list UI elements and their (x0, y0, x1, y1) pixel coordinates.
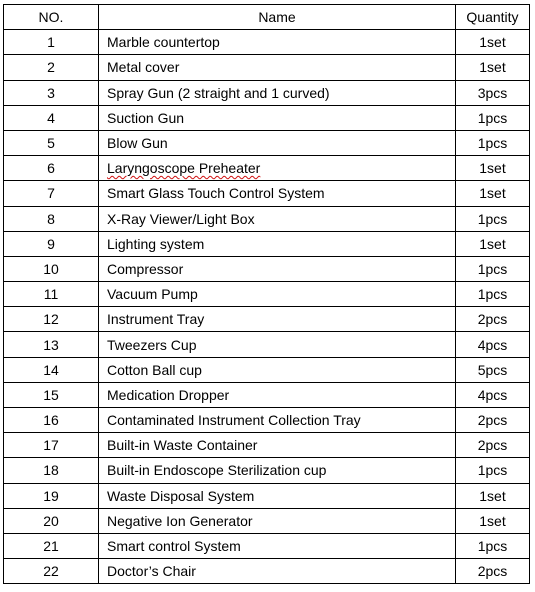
cell-name (99, 206, 456, 231)
table-row (4, 357, 530, 382)
cell-name (99, 80, 456, 105)
cell-no: 14 (4, 357, 99, 382)
table-row (4, 433, 530, 458)
table-row (4, 483, 530, 508)
cell-name-text: Suction Gun (107, 109, 185, 126)
table-row (4, 206, 530, 231)
cell-name-text: Built-in Waste Container (107, 437, 258, 454)
cell-quantity: 1set (456, 508, 530, 533)
cell-name-text: Marble countertop (107, 34, 220, 51)
header-quantity: Quantity (456, 5, 530, 30)
cell-no: 3 (4, 80, 99, 105)
cell-name (99, 130, 456, 155)
cell-no: 19 (4, 483, 99, 508)
cell-name (99, 181, 456, 206)
cell-no: 18 (4, 458, 99, 483)
cell-quantity: 1pcs (456, 256, 530, 281)
cell-name (99, 332, 456, 357)
cell-quantity: 1set (456, 181, 530, 206)
table-row (4, 30, 530, 55)
cell-name-text: Blow Gun (107, 135, 168, 152)
cell-quantity: 1pcs (456, 458, 530, 483)
cell-no: 22 (4, 559, 99, 584)
cell-quantity: 1set (456, 231, 530, 256)
cell-name (99, 533, 456, 558)
cell-name-text: Doctor’s Chair (107, 563, 196, 580)
table-row (4, 458, 530, 483)
cell-quantity: 1set (456, 156, 530, 181)
cell-no: 7 (4, 181, 99, 206)
cell-no: 17 (4, 433, 99, 458)
cell-quantity: 5pcs (456, 357, 530, 382)
header-no: NO. (4, 5, 99, 30)
cell-quantity: 1pcs (456, 282, 530, 307)
cell-no: 21 (4, 533, 99, 558)
table-body (4, 30, 530, 584)
cell-name (99, 105, 456, 130)
cell-name-text: Instrument Tray (107, 311, 205, 328)
cell-name-text: Tweezers Cup (107, 336, 197, 353)
cell-name-text: Laryngoscope Preheater (107, 160, 261, 177)
table-row (4, 307, 530, 332)
cell-name-text: Compressor (107, 260, 184, 277)
cell-name-text: Cotton Ball cup (107, 361, 202, 378)
cell-quantity: 1set (456, 55, 530, 80)
cell-no: 13 (4, 332, 99, 357)
table-row (4, 408, 530, 433)
table-row (4, 332, 530, 357)
cell-name-text: Spray Gun (2 straight and 1 curved) (107, 84, 330, 101)
cell-no: 4 (4, 105, 99, 130)
cell-quantity: 2pcs (456, 559, 530, 584)
cell-quantity: 1set (456, 483, 530, 508)
cell-no: 8 (4, 206, 99, 231)
header-name: Name (99, 5, 456, 30)
equipment-list-table-wrapper (3, 4, 530, 584)
cell-name (99, 483, 456, 508)
table-row (4, 231, 530, 256)
cell-no: 10 (4, 256, 99, 281)
cell-no: 6 (4, 156, 99, 181)
cell-name (99, 357, 456, 382)
table-row (4, 181, 530, 206)
table-row (4, 382, 530, 407)
cell-quantity: 4pcs (456, 382, 530, 407)
table-header-row (4, 5, 530, 30)
cell-name-text: Contaminated Instrument Collection Tray (107, 412, 361, 429)
cell-name (99, 508, 456, 533)
cell-name (99, 231, 456, 256)
cell-quantity: 2pcs (456, 408, 530, 433)
cell-name (99, 458, 456, 483)
cell-no: 1 (4, 30, 99, 55)
cell-name (99, 256, 456, 281)
table-row (4, 105, 530, 130)
cell-quantity: 1pcs (456, 206, 530, 231)
cell-quantity: 1pcs (456, 533, 530, 558)
cell-no: 16 (4, 408, 99, 433)
cell-name (99, 156, 456, 181)
cell-name-text: Lighting system (107, 235, 205, 252)
cell-name (99, 433, 456, 458)
equipment-list-table (3, 4, 530, 584)
cell-quantity: 2pcs (456, 307, 530, 332)
table-row (4, 559, 530, 584)
cell-name-text: Vacuum Pump (107, 286, 198, 303)
cell-quantity: 3pcs (456, 80, 530, 105)
cell-name (99, 282, 456, 307)
cell-quantity: 4pcs (456, 332, 530, 357)
cell-no: 11 (4, 282, 99, 307)
table-row (4, 282, 530, 307)
cell-quantity: 1pcs (456, 130, 530, 155)
cell-name (99, 30, 456, 55)
table-row (4, 156, 530, 181)
cell-name-text: Negative Ion Generator (107, 512, 253, 529)
cell-quantity: 1set (456, 30, 530, 55)
cell-name (99, 55, 456, 80)
cell-no: 2 (4, 55, 99, 80)
table-row (4, 55, 530, 80)
cell-name-text: Metal cover (107, 59, 180, 76)
cell-no: 9 (4, 231, 99, 256)
table-row (4, 533, 530, 558)
cell-quantity: 2pcs (456, 433, 530, 458)
cell-no: 20 (4, 508, 99, 533)
cell-name-text: Medication Dropper (107, 386, 230, 403)
cell-name (99, 382, 456, 407)
table-row (4, 256, 530, 281)
cell-name-text: Waste Disposal System (107, 487, 255, 504)
cell-name-text: Built-in Endoscope Sterilization cup (107, 462, 327, 479)
cell-name-text: X-Ray Viewer/Light Box (107, 210, 255, 227)
cell-name-text: Smart control System (107, 538, 241, 555)
cell-name (99, 559, 456, 584)
cell-name (99, 307, 456, 332)
cell-no: 15 (4, 382, 99, 407)
cell-no: 12 (4, 307, 99, 332)
cell-quantity: 1pcs (456, 105, 530, 130)
table-row (4, 130, 530, 155)
cell-name (99, 408, 456, 433)
table-row (4, 508, 530, 533)
cell-name-text: Smart Glass Touch Control System (107, 185, 325, 202)
table-row (4, 80, 530, 105)
cell-no: 5 (4, 130, 99, 155)
